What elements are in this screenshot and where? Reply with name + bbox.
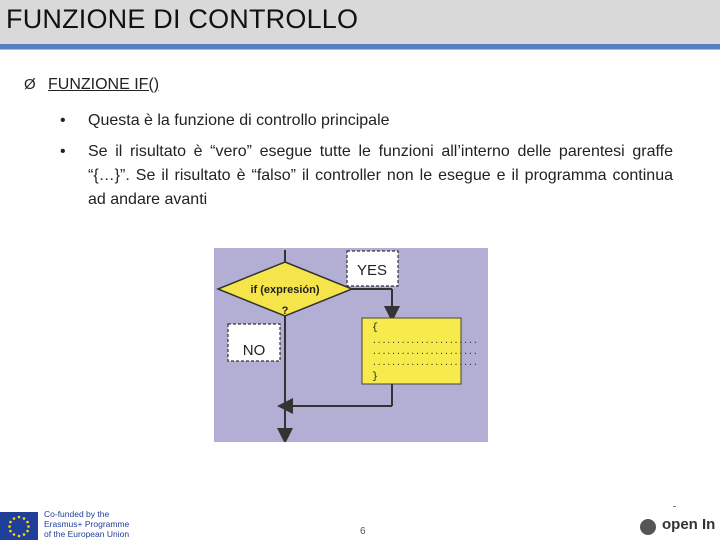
bullet-dot: •: [60, 112, 66, 129]
arrow-bullet-icon: Ø: [24, 76, 36, 93]
main-item-label: FUNZIONE IF(): [48, 76, 160, 93]
bullet-text: Questa è la funzione di controllo principale: [88, 112, 390, 129]
openin-logo-icon: [640, 519, 656, 535]
main-list-item: [24, 76, 159, 94]
eu-text-line: of the European Union: [44, 529, 130, 539]
slide-title: FUNZIONE DI CONTROLLO: [6, 4, 359, 34]
bullet-dot: •: [60, 143, 66, 160]
title-bar: [0, 0, 720, 44]
question-mark: ?: [281, 305, 289, 317]
bullet-item: [60, 109, 680, 133]
block-line: ......................: [372, 337, 478, 346]
no-label: NO: [242, 342, 266, 359]
page-number: 6: [360, 526, 366, 537]
yes-label: YES: [356, 262, 388, 279]
eu-cofunded-text: [44, 509, 164, 539]
openin-logo-text: open In: [662, 516, 716, 533]
flowchart-svg: [214, 248, 488, 442]
title-underline-light: [0, 49, 720, 50]
eu-text-line: Co-funded by the: [44, 509, 110, 519]
bullet-item: [60, 140, 680, 220]
eu-flag-logo: [0, 512, 38, 540]
condition-label: if (expresión): [250, 284, 320, 296]
if-flowchart: [214, 248, 488, 442]
block-line: ......................: [372, 359, 478, 368]
block-line: ......................: [372, 348, 478, 357]
eu-text-line: Erasmus+ Programme: [44, 519, 130, 529]
block-open-brace: {: [372, 323, 379, 334]
eu-stars-icon: [0, 512, 38, 540]
small-mark: [673, 506, 676, 507]
block-close-brace: }: [372, 372, 379, 383]
bullet-text: Se il risultato è “vero” esegue tutte le funzioni all’interno delle parentesi graffe “{…}”. Se il risultato è “falso” il controller non le esegue e il programma continua ad andare avanti: [88, 143, 673, 208]
